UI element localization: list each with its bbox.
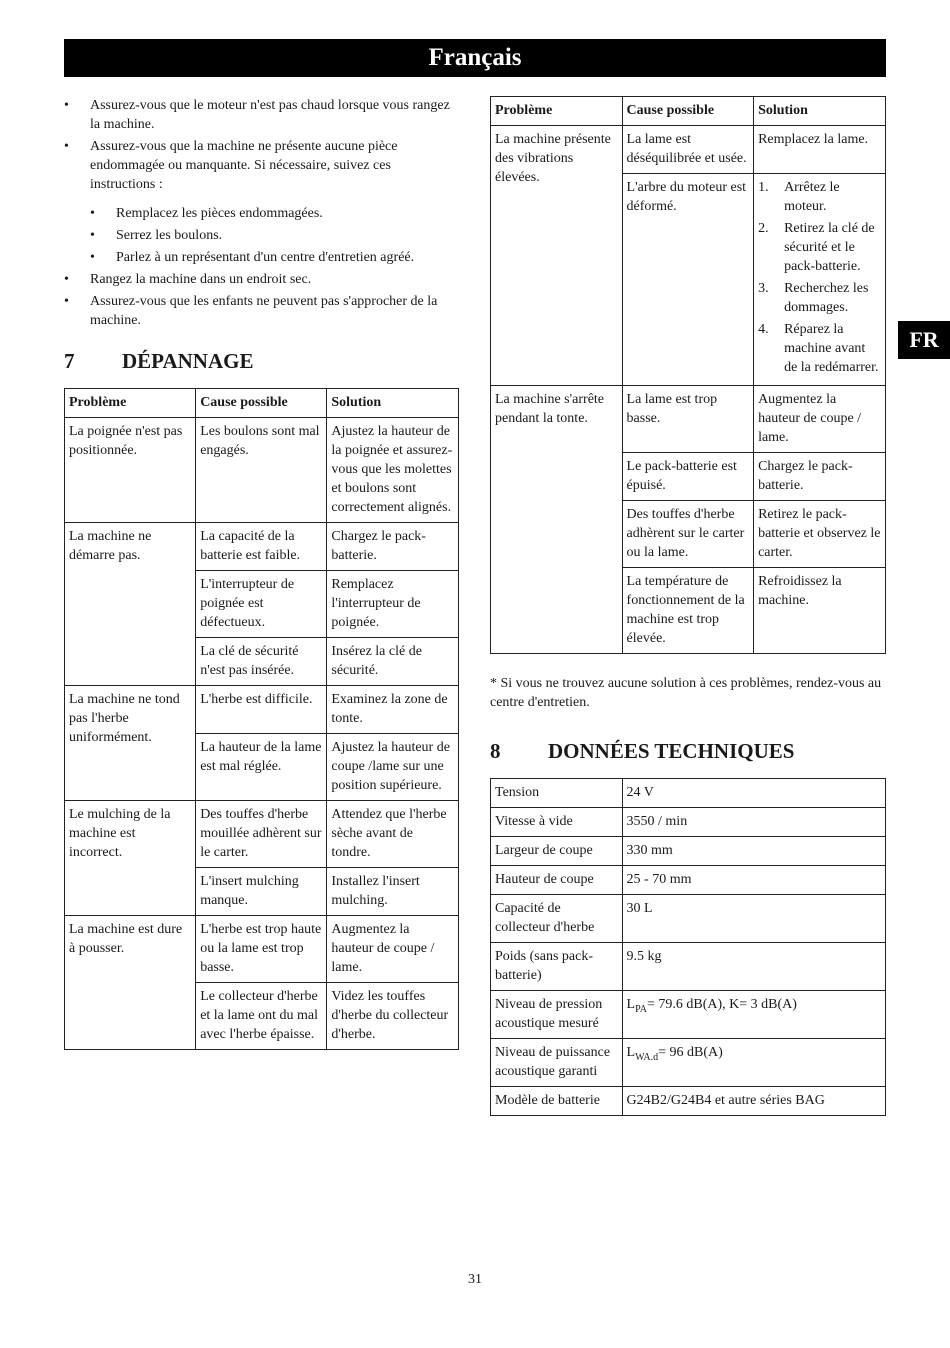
storage-sub-list xyxy=(64,204,459,267)
table-row xyxy=(65,916,459,983)
spec-label: Niveau de pression acoustique mesuré xyxy=(491,991,623,1039)
list-item: • Parlez à un représentant d'un centre d'entretien agréé. xyxy=(64,248,459,267)
technical-data-table xyxy=(490,778,886,1116)
spec-value: 24 V xyxy=(622,779,885,808)
list-item: • Serrez les boulons. xyxy=(64,226,459,245)
step-text: Retirez la clé de sécurité et le pack-batterie. xyxy=(784,221,875,274)
cause-cell: Des touffes d'herbe mouillée adhèrent sur le carter. xyxy=(196,801,327,868)
list-item xyxy=(758,279,881,317)
cause-cell: La lame est déséquilibrée et usée. xyxy=(622,126,754,174)
spec-label: Largeur de coupe xyxy=(491,837,623,866)
list-item xyxy=(758,178,881,216)
header-problem: Problème xyxy=(65,389,196,418)
cause-cell: Les boulons sont mal engagés. xyxy=(196,418,327,523)
solution-cell: Remplacez l'interrupteur de poignée. xyxy=(327,571,459,638)
spec-value xyxy=(622,1039,885,1087)
section-number: 8 xyxy=(490,739,501,763)
problem-cell: La poignée n'est pas positionnée. xyxy=(65,418,196,523)
header-cause: Cause possible xyxy=(622,97,754,126)
spec-value: G24B2/G24B4 et autre séries BAG xyxy=(622,1087,885,1116)
list-item: • Assurez-vous que les enfants ne peuvent pas s'approcher de la machine. xyxy=(64,292,459,330)
problem-cell: La machine présente des vibrations élevées. xyxy=(491,126,623,386)
spec-label: Capacité de collecteur d'herbe xyxy=(491,895,623,943)
table-row xyxy=(491,895,886,943)
value-text: = 96 dB(A) xyxy=(658,1045,723,1060)
troubleshooting-table-left xyxy=(64,388,459,1050)
service-note: * Si vous ne trouvez aucune solution à ces problèmes, rendez-vous au centre d'entretien. xyxy=(490,676,882,710)
cause-cell: Le pack-batterie est épuisé. xyxy=(622,453,754,501)
spec-label: Vitesse à vide xyxy=(491,808,623,837)
solution-cell: Refroidissez la machine. xyxy=(754,568,886,654)
problem-cell: La machine est dure à pousser. xyxy=(65,916,196,1050)
right-column xyxy=(490,96,886,1116)
cause-cell: La clé de sécurité n'est pas insérée. xyxy=(196,638,327,686)
solution-cell: Examinez la zone de tonte. xyxy=(327,686,459,734)
problem-cell: La machine ne démarre pas. xyxy=(65,523,196,686)
table-row xyxy=(491,991,886,1039)
value-subscript: PA xyxy=(635,1003,647,1015)
storage-list xyxy=(64,96,459,194)
step-number: 2. xyxy=(758,221,769,236)
step-number: 3. xyxy=(758,281,769,296)
cause-cell: La lame est trop basse. xyxy=(622,386,754,453)
value-symbol: L xyxy=(626,997,636,1012)
table-header-row xyxy=(65,389,459,418)
table-row xyxy=(491,1039,886,1087)
spec-label: Modèle de batterie xyxy=(491,1087,623,1116)
cause-cell: Le collecteur d'herbe et la lame ont du mal avec l'herbe épaisse. xyxy=(196,983,327,1050)
section-title: DÉPANNAGE xyxy=(122,349,254,373)
table-row xyxy=(491,866,886,895)
solution-cell: Remplacez la lame. xyxy=(754,126,886,174)
header-problem: Problème xyxy=(491,97,623,126)
solution-cell: Augmentez la hauteur de coupe / lame. xyxy=(754,386,886,453)
section-8-heading xyxy=(490,738,886,764)
solution-cell: Insérez la clé de sécurité. xyxy=(327,638,459,686)
solution-cell: Chargez le pack-batterie. xyxy=(327,523,459,571)
spec-value: 25 - 70 mm xyxy=(622,866,885,895)
table-row xyxy=(491,386,886,453)
solution-cell: Ajustez la hauteur de coupe /lame sur une position supérieure. xyxy=(327,734,459,801)
cause-cell: L'herbe est difficile. xyxy=(196,686,327,734)
language-tab: FR xyxy=(898,321,950,359)
table-row xyxy=(491,943,886,991)
value-subscript: WA.d xyxy=(635,1051,659,1063)
value-symbol: L xyxy=(626,1045,636,1060)
cause-cell: La température de fonctionnement de la machine est trop élevée. xyxy=(622,568,754,654)
cause-cell: La hauteur de la lame est mal réglée. xyxy=(196,734,327,801)
cause-cell: Des touffes d'herbe adhèrent sur le carter ou la lame. xyxy=(622,501,754,568)
solution-cell: Attendez que l'herbe sèche avant de tondre. xyxy=(327,801,459,868)
solution-cell: Videz les touffes d'herbe du collecteur d'herbe. xyxy=(327,983,459,1050)
problem-cell: La machine s'arrête pendant la tonte. xyxy=(491,386,623,654)
solution-cell: Retirez le pack-batterie et observez le carter. xyxy=(754,501,886,568)
list-item xyxy=(758,320,881,377)
table-header-row xyxy=(491,97,886,126)
spec-value: 330 mm xyxy=(622,837,885,866)
table-row xyxy=(491,126,886,174)
table-row xyxy=(65,418,459,523)
table-row xyxy=(65,801,459,868)
table-row xyxy=(65,523,459,571)
table-row xyxy=(491,837,886,866)
list-item: • Assurez-vous que la machine ne présente aucune pièce endommagée ou manquante. Si nécessaire, suivez ces instructions : xyxy=(64,137,459,194)
page-number: 31 xyxy=(468,1272,482,1287)
problem-cell: La machine ne tond pas l'herbe uniformément. xyxy=(65,686,196,801)
header-cause: Cause possible xyxy=(196,389,327,418)
problem-cell: Le mulching de la machine est incorrect. xyxy=(65,801,196,916)
step-number: 4. xyxy=(758,322,769,337)
step-text: Arrêtez le moteur. xyxy=(784,180,840,214)
step-number: 1. xyxy=(758,180,769,195)
table-row xyxy=(65,686,459,734)
spec-label: Tension xyxy=(491,779,623,808)
section-number: 7 xyxy=(64,349,75,373)
value-text: = 79.6 dB(A), K= 3 dB(A) xyxy=(646,997,797,1012)
solution-cell: Installez l'insert mulching. xyxy=(327,868,459,916)
header-solution: Solution xyxy=(327,389,459,418)
spec-value: 30 L xyxy=(622,895,885,943)
section-7-heading xyxy=(64,348,459,374)
spec-value xyxy=(622,991,885,1039)
table-row xyxy=(491,779,886,808)
storage-list-end xyxy=(64,270,459,330)
table-row xyxy=(491,1087,886,1116)
spec-label: Niveau de puissance acoustique garanti xyxy=(491,1039,623,1087)
language-header: Français xyxy=(64,39,886,77)
list-item: • Assurez-vous que le moteur n'est pas chaud lorsque vous rangez la machine. xyxy=(64,96,459,134)
cause-cell: L'arbre du moteur est déformé. xyxy=(622,174,754,386)
list-item: • Rangez la machine dans un endroit sec. xyxy=(64,270,459,289)
cause-cell: La capacité de la batterie est faible. xyxy=(196,523,327,571)
cause-cell: L'herbe est trop haute ou la lame est trop basse. xyxy=(196,916,327,983)
repair-steps-list xyxy=(758,178,881,377)
solution-cell: Augmentez la hauteur de coupe / lame. xyxy=(327,916,459,983)
solution-cell: Ajustez la hauteur de la poignée et assurez-vous que les molettes et boulons sont correctement alignés. xyxy=(327,418,459,523)
spec-value: 9.5 kg xyxy=(622,943,885,991)
cause-cell: L'insert mulching manque. xyxy=(196,868,327,916)
cause-cell: L'interrupteur de poignée est défectueux. xyxy=(196,571,327,638)
table-row xyxy=(491,808,886,837)
spec-value: 3550 / min xyxy=(622,808,885,837)
section-title: DONNÉES TECHNIQUES xyxy=(548,739,795,763)
list-item: • Remplacez les pièces endommagées. xyxy=(64,204,459,223)
troubleshooting-table-right xyxy=(490,96,886,654)
list-item xyxy=(758,219,881,276)
step-text: Recherchez les dommages. xyxy=(784,281,869,315)
left-column xyxy=(64,96,459,1050)
solution-cell xyxy=(754,174,886,386)
solution-cell: Chargez le pack-batterie. xyxy=(754,453,886,501)
step-text: Réparez la machine avant de la redémarrer. xyxy=(784,322,879,375)
spec-label: Hauteur de coupe xyxy=(491,866,623,895)
header-solution: Solution xyxy=(754,97,886,126)
spec-label: Poids (sans pack-batterie) xyxy=(491,943,623,991)
